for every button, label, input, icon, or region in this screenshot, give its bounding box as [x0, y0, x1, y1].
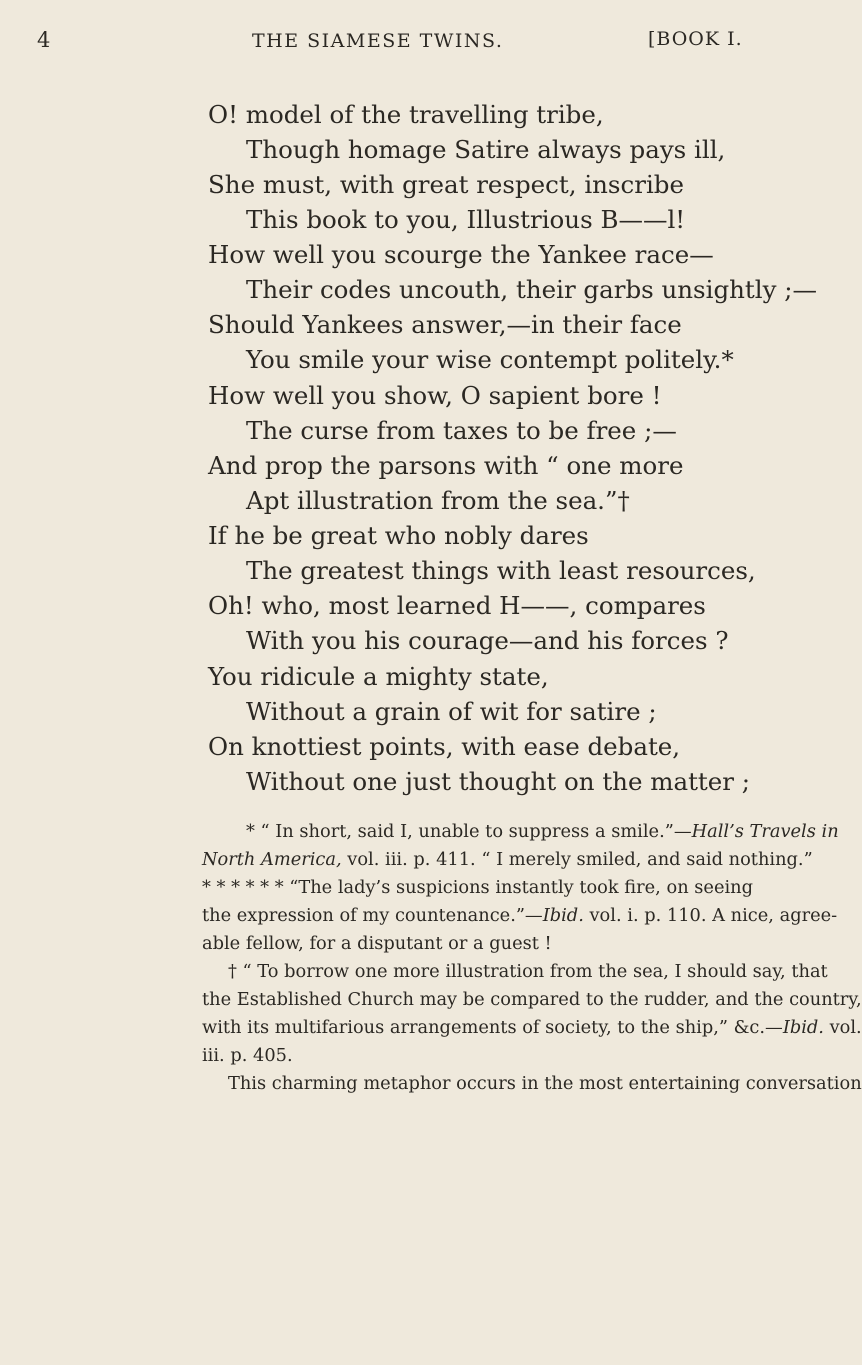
poem-line: The greatest things with least resources,	[246, 556, 756, 585]
footnote-text: vol. i. p. 110. A nice, agree-	[583, 905, 838, 926]
poem-line: Though homage Satire always pays ill,	[246, 135, 726, 164]
poem-line: You ridicule a mighty state,	[208, 662, 549, 691]
poem-line: How well you scourge the Yankee race—	[208, 240, 714, 269]
page-number: 4	[37, 28, 51, 52]
poem-line: How well you show, O sapient bore !	[208, 381, 662, 410]
footnote-citation: North America,	[202, 849, 342, 870]
footnote-text: * “ In short, said I, unable to suppress a smile.”—	[246, 821, 692, 842]
footnote-text: with its multifarious arrangements of society, to the ship,” &c.—	[202, 1017, 783, 1038]
poem-line: Oh! who, most learned H——, compares	[208, 591, 706, 620]
poem-line: And prop the parsons with “ one more	[208, 451, 684, 480]
footnote-text: the expression of my countenance.”—	[202, 905, 543, 926]
poem-line: The curse from taxes to be free ;—	[246, 416, 677, 445]
footnote-text: vol. iii. p. 411. “ I merely smiled, and said nothing.”	[341, 849, 813, 870]
footnote-citation: Hall’s Travels in	[691, 821, 839, 842]
poem-line: Apt illustration from the sea.”†	[246, 486, 630, 515]
poem-line: If he be great who nobly dares	[208, 521, 589, 550]
poem-line: Their codes uncouth, their garbs unsightly ;—	[246, 275, 817, 304]
footnote-line: † “ To borrow one more illustration from the sea, I should say, that	[228, 961, 828, 982]
poem-line: Without one just thought on the matter ;	[246, 767, 751, 796]
poem-line: On knottiest points, with ease debate,	[208, 732, 681, 761]
page-header	[0, 24, 800, 60]
book-reference: [BOOK I.	[648, 28, 743, 50]
poem-line: This book to you, Illustrious B——l!	[246, 205, 686, 234]
footnote-line	[246, 820, 839, 844]
footnote-line	[202, 848, 813, 872]
footnote-citation: Ibid.	[542, 905, 584, 926]
running-title: THE SIAMESE TWINS.	[252, 30, 504, 52]
footnote-citation: Ibid.	[782, 1017, 824, 1038]
poem-line: O! model of the travelling tribe,	[208, 100, 604, 129]
footnote-line: * * * * * * “The lady’s suspicions instantly took fire, on seeing	[202, 877, 753, 898]
poem-line: You smile your wise contempt politely.*	[246, 345, 734, 374]
footnote-line: able fellow, for a disputant or a guest !	[202, 933, 552, 954]
footnote-line	[202, 1016, 862, 1040]
poem-line: She must, with great respect, inscribe	[208, 170, 684, 199]
footnote-line	[202, 904, 837, 928]
footnote-line: This charming metaphor occurs in the most entertaining conversation	[228, 1073, 862, 1094]
poem-line: Without a grain of wit for satire ;	[246, 697, 657, 726]
poem-line: Should Yankees answer,—in their face	[208, 310, 682, 339]
poem-line: With you his courage—and his forces ?	[246, 626, 729, 655]
footnote-line: iii. p. 405.	[202, 1045, 293, 1066]
footnote-line: the Established Church may be compared to the rudder, and the country,	[202, 989, 862, 1010]
footnote-text: vol.	[823, 1017, 862, 1038]
